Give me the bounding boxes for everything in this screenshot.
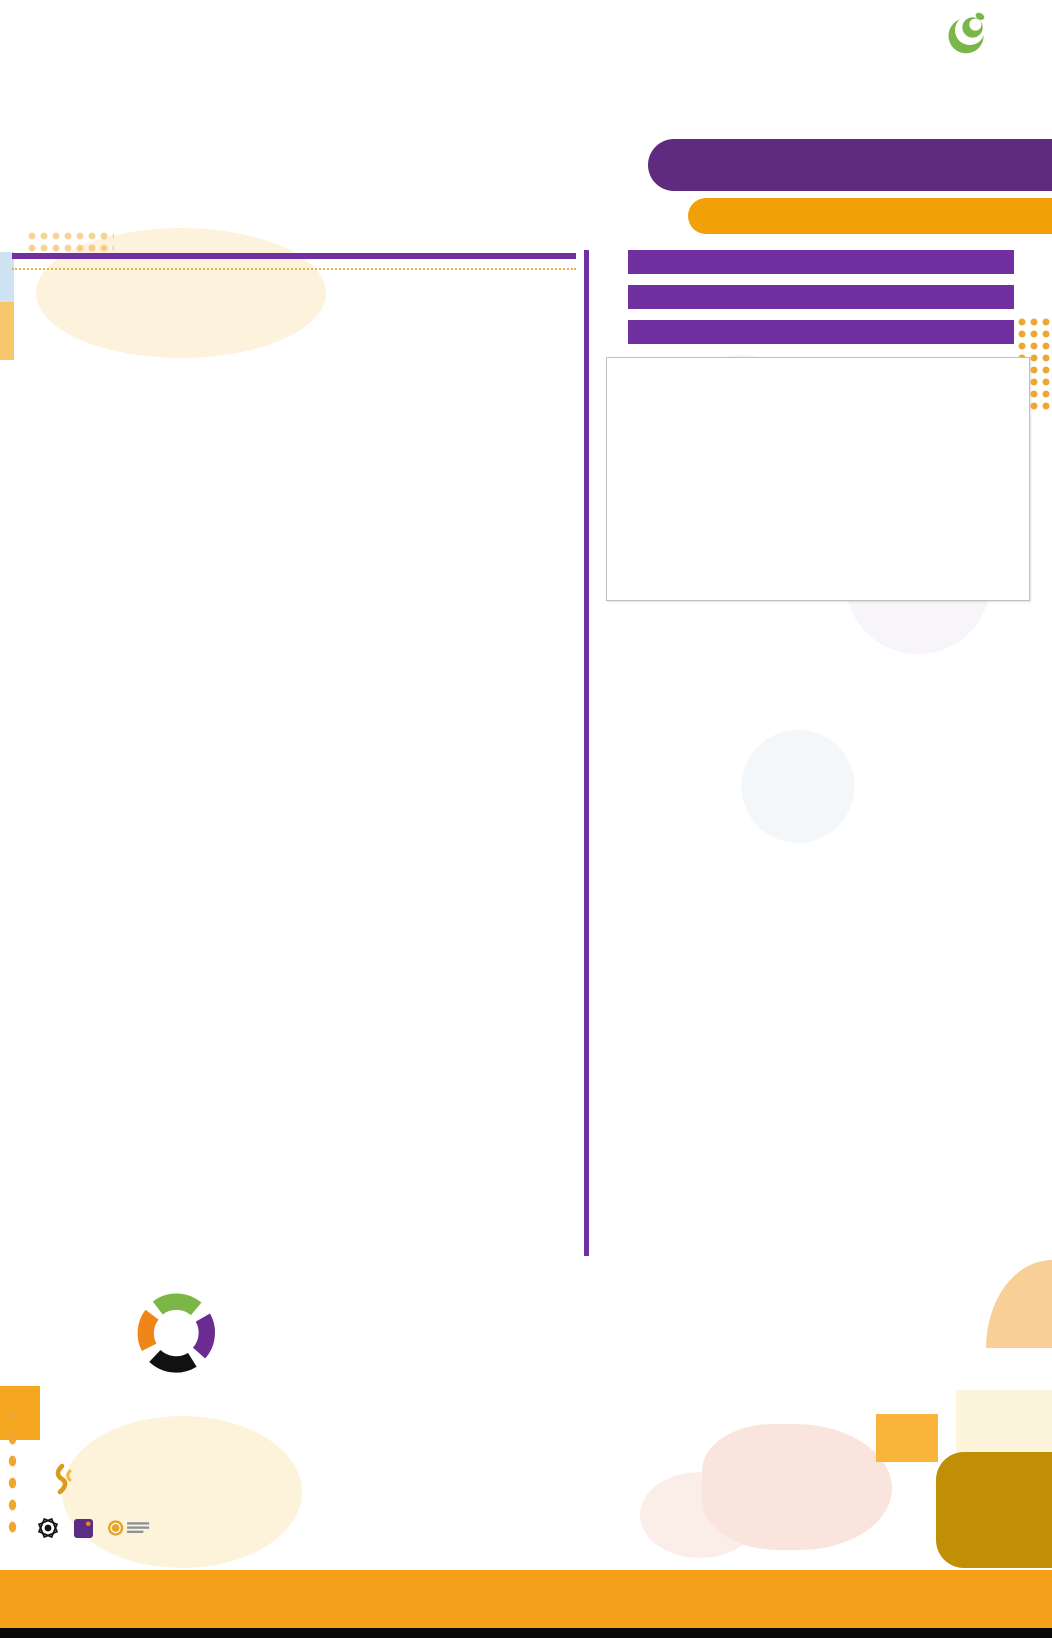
regulator-line <box>36 1516 151 1543</box>
decorative-square <box>876 1414 938 1462</box>
exchange-rate-table <box>590 320 1014 344</box>
world-equity-index-table <box>590 250 1014 274</box>
commodities-table <box>590 285 1014 309</box>
rupiah-intraday-chart <box>606 357 1030 601</box>
economic-calendar <box>12 253 576 270</box>
fx-table-header <box>628 320 1014 344</box>
market-data-sidebar <box>590 250 1042 601</box>
decorative-dots <box>5 1406 20 1540</box>
ib-logo-icon <box>74 1519 93 1541</box>
hijri-date-badge <box>688 198 1052 234</box>
subsidiary-line <box>38 1462 216 1512</box>
equity-table-header <box>628 250 1014 274</box>
ekonomi-syariah-icon <box>36 1516 60 1543</box>
treasury-team-section <box>128 1283 316 1384</box>
column-divider <box>584 250 589 1256</box>
treasury-team-logo <box>128 1283 224 1384</box>
decorative-blob <box>702 1424 892 1550</box>
gregorian-date-badge <box>648 139 1052 191</box>
commodities-table-header <box>628 285 1014 309</box>
decorative-dots <box>26 230 114 254</box>
bpkh-logo <box>48 1462 216 1512</box>
decorative-square <box>936 1452 1052 1568</box>
economic-calendar-header <box>12 259 576 270</box>
decorative-strip <box>0 302 14 360</box>
decorative-square <box>956 1390 1052 1454</box>
lps-logo-icon <box>107 1518 151 1541</box>
bottom-black-bar <box>0 1628 1052 1638</box>
chart-title <box>607 358 1029 368</box>
bank-muamalat-logo <box>600 8 1052 67</box>
bank-muamalat-logo-icon <box>942 8 992 63</box>
decorative-quarter-circle <box>986 1260 1052 1348</box>
hadith-quote <box>172 1180 484 1195</box>
disclaimer-bar <box>0 1570 1052 1628</box>
